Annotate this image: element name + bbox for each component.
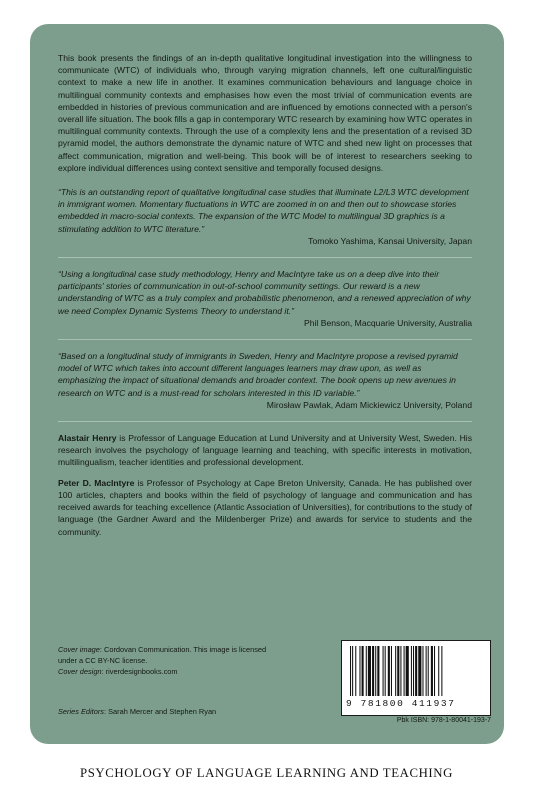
endorsement-text: “Using a longitudinal case study methodology, Henry and MacIntyre take us on a deep dive into their participants' stories of communication in out-of-school community settings. Our reward is a new understanding of WTC as a truly complex and probabilistic phenomenon, and a renewed appreciation of why we need Complex Dynamic Systems Theory to understand it.” bbox=[58, 269, 471, 316]
author-bio-text: is Professor of Psychology at Cape Breton University, Canada. He has published over 100 articles, chapters and books within the field of psychology of language and communication and has received awards for teaching excellence (Atlantic Association of Universities), for contributions to the study of language (the Gardner Award and the Mildenberger Prize) and awards for service to students and the community. bbox=[58, 477, 472, 537]
endorsement-quote bbox=[58, 350, 472, 411]
barcode-bar bbox=[372, 646, 374, 696]
barcode-bar bbox=[355, 646, 356, 696]
book-blurb: This book presents the findings of an in-depth qualitative longitudinal investigation into the willingness to communicate (WTC) of individuals who, through varying migration channels, left one cultural/linguistic context to make a new life in another. It examines communication behaviours and language choice in multilingual community contexts and emphasises how even the most trivial of communication events are embedded in histories of previous communication and are influenced by emotions connected with a person's overall life situation. The book fills a gap in contemporary WTC research by examining how WTC operates in multilingual community contexts. Through the use of a complexity lens and the presentation of a revised 3D pyramid model, the authors demonstrate the dynamic nature of WTC and shed new light on processes that affect communication, migration and well-being. This book will be of interest to researchers seeking to explore individual differences using context sensitive and temporally focused designs. bbox=[58, 53, 472, 173]
cover-image-credit bbox=[58, 644, 278, 666]
endorsement-text: “This is an outstanding report of qualitative longitudinal case studies that illuminate L2/L3 WTC development in immigrant women. Momentary fluctuations in WTC are zoomed in on and then out to showcase stories embedded in macro-social contexts. The expansion of the WTC Model to multilingual 3D graphics is a stimulating addition to WTC literature.” bbox=[58, 187, 469, 234]
endorsement-attribution: Mirosław Pawlak, Adam Mickiewicz University, Poland bbox=[266, 399, 472, 410]
barcode-bar bbox=[397, 646, 399, 696]
barcode-bar bbox=[431, 646, 433, 696]
divider bbox=[58, 257, 472, 258]
barcode-bar bbox=[434, 646, 435, 696]
barcode-bar bbox=[385, 646, 386, 696]
barcode-digits: 9 781800 411937 bbox=[346, 698, 456, 709]
barcode-bar bbox=[368, 646, 371, 696]
barcode-bar bbox=[411, 646, 412, 696]
barcode-bar bbox=[359, 646, 360, 696]
endorsement-quote bbox=[58, 268, 472, 329]
barcode-bar bbox=[352, 646, 353, 696]
cover-image-text: : Cordovan Communication. This image is licensed under a CC BY-NC license. bbox=[58, 645, 267, 665]
series-editors-names: : Sarah Mercer and Stephen Ryan bbox=[104, 707, 217, 716]
barcode-bar bbox=[395, 646, 396, 696]
series-title: PSYCHOLOGY OF LANGUAGE LEARNING AND TEACHING bbox=[80, 766, 453, 780]
barcode-bar bbox=[418, 646, 421, 696]
barcode-bar bbox=[377, 646, 379, 696]
cover-design-label: Cover design bbox=[58, 667, 102, 676]
author-bio-text: is Professor of Language Education at Lund University and at University West, Sweden. His research involves the psychology of language learning and teaching, with specific interests in motivation, multilingualism, teacher identities and professional development. bbox=[58, 433, 472, 468]
cover-credits bbox=[58, 644, 278, 677]
barcode-bar bbox=[383, 646, 384, 696]
endorsement-attribution: Phil Benson, Macquarie University, Australia bbox=[304, 317, 472, 328]
divider bbox=[58, 339, 472, 340]
barcode-bar bbox=[415, 646, 417, 696]
cover-design-text: : riverdesignbooks.com bbox=[101, 667, 178, 676]
barcode-bar bbox=[413, 646, 414, 696]
barcode-bar bbox=[422, 646, 423, 696]
divider bbox=[58, 421, 472, 422]
endorsement-attribution: Tomoko Yashima, Kansai University, Japan bbox=[308, 235, 472, 246]
barcode-bar bbox=[406, 646, 409, 696]
barcode-bar bbox=[428, 646, 429, 696]
series-editors bbox=[58, 707, 216, 716]
barcode-bar bbox=[375, 646, 376, 696]
author-name: Peter D. MacIntyre bbox=[58, 477, 135, 488]
barcode-bar bbox=[404, 646, 405, 696]
series-editors-label: Series Editors bbox=[58, 707, 105, 716]
barcode-bar bbox=[362, 646, 364, 696]
barcode-bars bbox=[348, 646, 484, 698]
author-bio bbox=[58, 477, 472, 538]
isbn-barcode bbox=[341, 640, 491, 716]
isbn-text: Pbk ISBN: 978-1-80041-193-7 bbox=[396, 717, 491, 724]
endorsement-text: “Based on a longitudinal study of immigrants in Sweden, Henry and MacIntyre propose a revised pyramid model of WTC which takes into account different languages learners may draw upon, as well as emphasizing the impact of situational demands and broader context. The book opens up new avenues in research on WTC and is a must-read for scholars interested in this ID variable.” bbox=[58, 351, 458, 398]
cover-design-credit bbox=[58, 666, 278, 677]
barcode-bar bbox=[441, 646, 442, 696]
barcode-bar bbox=[388, 646, 390, 696]
barcode-bar bbox=[366, 646, 367, 696]
back-cover-content bbox=[58, 52, 472, 546]
author-name: Alastair Henry bbox=[58, 433, 117, 444]
barcode-bar bbox=[391, 646, 392, 696]
barcode-bar bbox=[400, 646, 401, 696]
barcode-bar bbox=[350, 646, 351, 696]
author-bio bbox=[58, 432, 472, 469]
barcode-bar bbox=[438, 646, 439, 696]
cover-image-label: Cover image bbox=[58, 645, 100, 654]
endorsement-quote bbox=[58, 186, 472, 247]
barcode-bar bbox=[426, 646, 427, 696]
